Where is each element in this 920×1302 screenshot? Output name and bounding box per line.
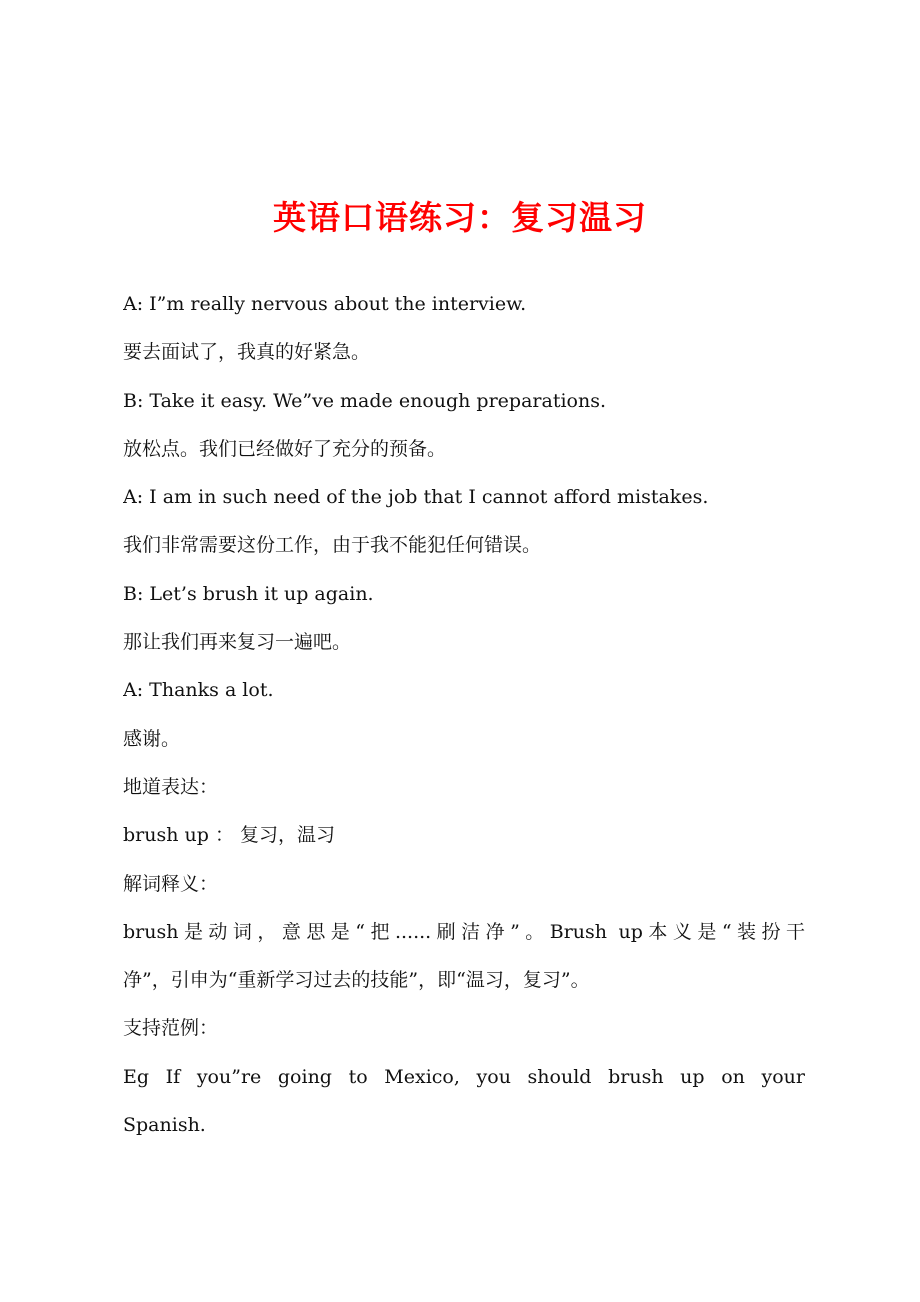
expression-heading: 地道表达： (123, 775, 219, 798)
explanation-line: 净”，引申为“重新学习过去的技能”，即“温习，复习”。 (123, 969, 590, 992)
example-line: Spanish. (123, 1114, 206, 1137)
dialogue-line: A: I am in such need of the job that I cannot afford mistakes. (123, 486, 709, 509)
document-title: 英语口语练习：复习温习 (273, 198, 647, 237)
document-body (123, 280, 805, 1149)
dialogue-line: A: Thanks a lot. (123, 679, 274, 702)
dialogue-translation: 那让我们再来复习一遍吧。 (123, 631, 352, 654)
dialogue-translation: 我们非常需要这份工作，由于我不能犯任何错误。 (123, 534, 542, 557)
expression-text: brush up ： 复习，温习 (123, 824, 335, 847)
dialogue-translation: 感谢。 (123, 727, 181, 750)
dialogue-line: B: Take it easy. We”ve made enough preparations. (123, 389, 606, 412)
dialogue-translation: 放松点。我们已经做好了充分的预备。 (123, 437, 447, 460)
example-heading: 支持范例： (123, 1017, 219, 1040)
explanation-line: brush是动词，意思是“把......刷洁净”。Brush up本义是“装扮干 (123, 920, 805, 943)
dialogue-line: B: Let’s brush it up again. (123, 582, 374, 605)
dialogue-line: A: I”m really nervous about the interview. (123, 293, 527, 315)
explanation-heading: 解词释义： (123, 872, 219, 895)
dialogue-translation: 要去面试了，我真的好紧急。 (123, 341, 371, 364)
example-line: Eg If you”re going to Mexico, you should brush up on your (123, 1065, 805, 1088)
